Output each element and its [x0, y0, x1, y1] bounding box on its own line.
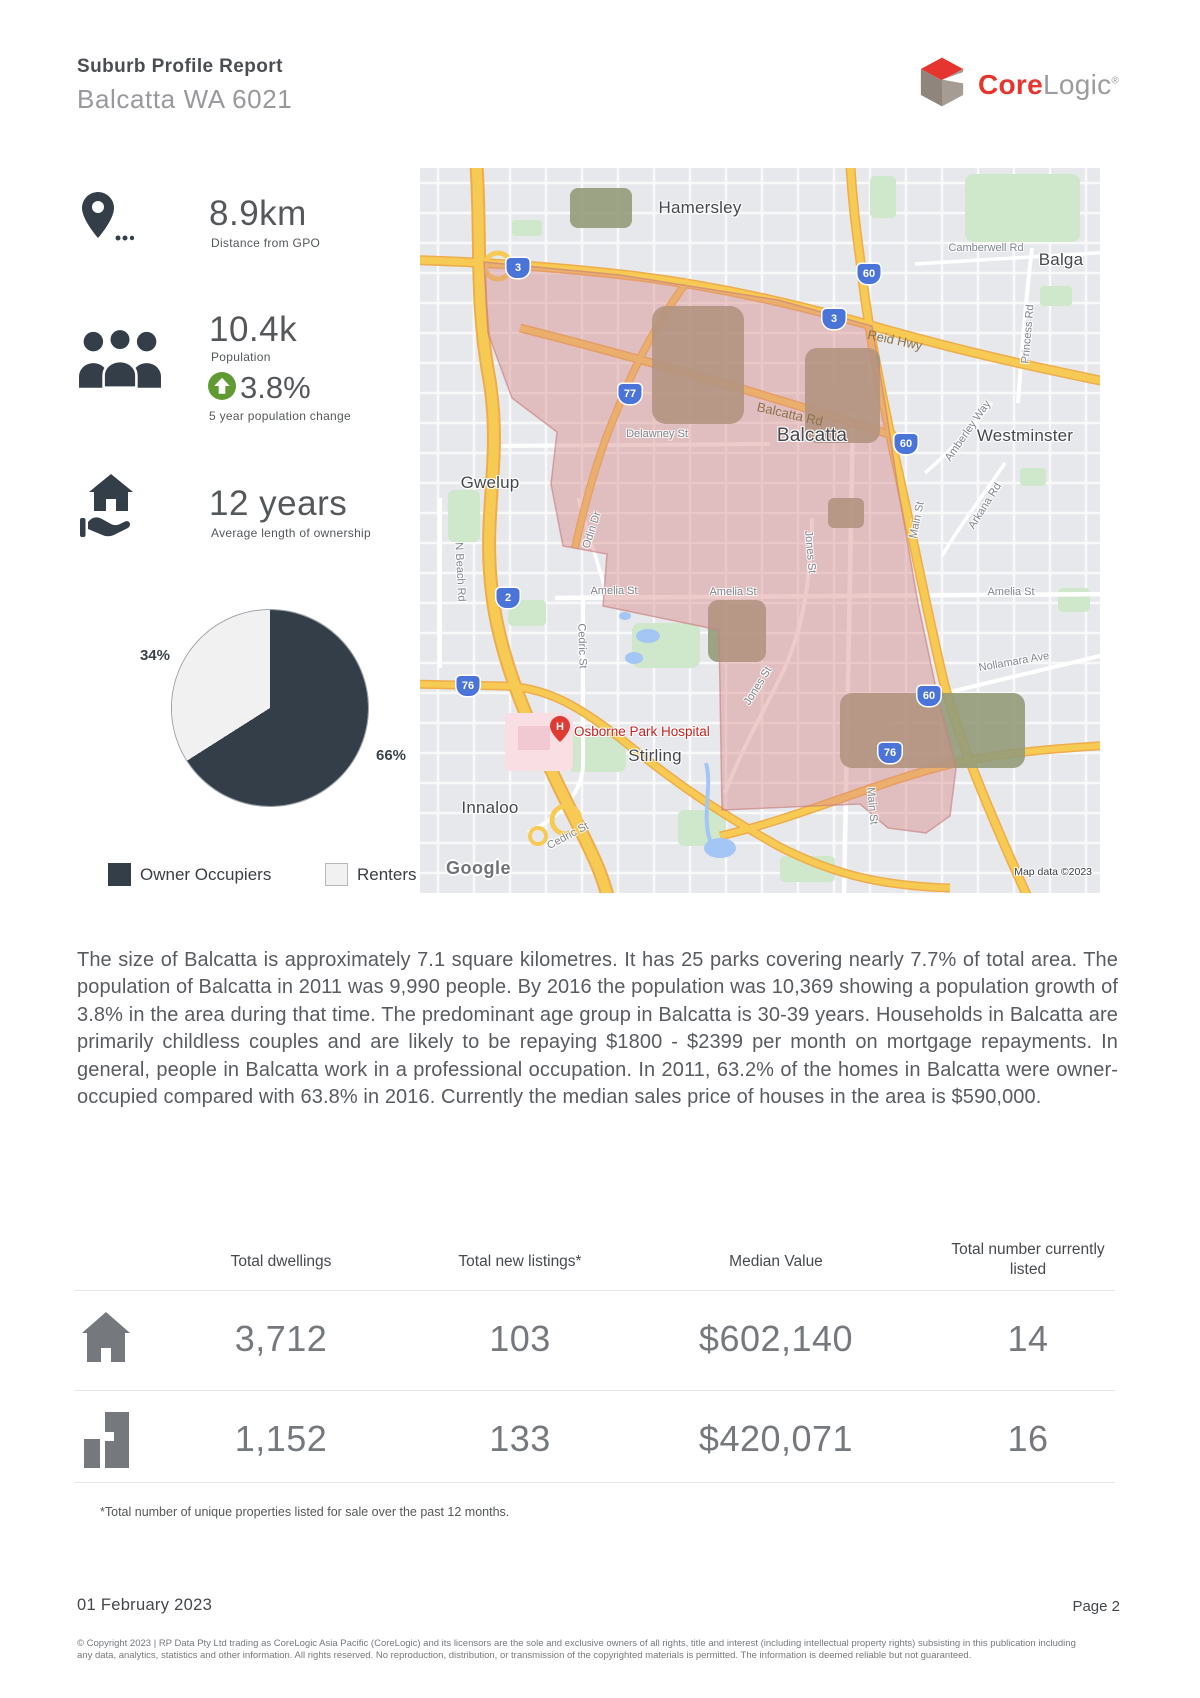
houses-new-listings: 103	[489, 1318, 551, 1359]
col-header-median-value: Median Value	[729, 1253, 823, 1270]
pie-chart	[172, 610, 368, 806]
route-shield: 60	[918, 686, 941, 706]
route-shield: 2	[497, 588, 520, 608]
street-label: Cedric St	[575, 623, 589, 669]
route-shield: 76	[457, 676, 480, 696]
street-label: Amelia St	[987, 586, 1035, 598]
street-label: Balcatta Rd	[755, 399, 825, 429]
col-header-total-dwellings: Total dwellings	[230, 1253, 332, 1270]
houses-currently-listed: 14	[1007, 1318, 1049, 1359]
owner-occupiers-label: Owner Occupiers	[140, 864, 272, 884]
location-pin-icon	[82, 192, 134, 249]
street-label: Delawney St	[626, 428, 688, 440]
street-label: Reid Hwy	[866, 326, 924, 354]
route-shield: 60	[895, 434, 918, 454]
distance-label: Distance from GPO	[211, 236, 321, 250]
pie-label-renters: 34%	[139, 647, 170, 664]
houses-total-dwellings: 3,712	[234, 1318, 328, 1359]
hospital-name: Osborne Park Hospital	[574, 724, 710, 739]
legend-owner-occupiers	[108, 863, 271, 886]
street-label: Jones St	[802, 530, 818, 574]
people-icon	[78, 328, 162, 393]
house-icon	[82, 1312, 130, 1367]
locality-label: Westminster	[976, 426, 1074, 445]
street-label: Amberley Way	[942, 398, 994, 464]
growth-up-arrow-icon	[208, 372, 236, 405]
route-shield: 77	[619, 384, 642, 404]
street-label: Camberwell Rd	[948, 242, 1024, 254]
population-value: 10.4k	[209, 310, 298, 349]
renters-swatch	[325, 863, 348, 886]
report-title: Suburb Profile Report	[77, 56, 283, 77]
street-label: Main St	[907, 500, 927, 540]
locality-label: Balga	[1038, 250, 1084, 269]
locality-label: Gwelup	[460, 473, 520, 492]
svg-text:H: H	[556, 721, 564, 733]
map-label-layer	[420, 168, 1100, 893]
street-label: Nollamara Ave	[977, 649, 1051, 675]
footer-date: 01 February 2023	[77, 1596, 213, 1614]
col-header-currently-listed: Total number currently listed	[951, 1241, 1105, 1278]
street-label: Amelia St	[590, 585, 638, 597]
street-label: N Beach Rd	[452, 542, 468, 602]
population-change-label: 5 year population change	[209, 409, 351, 423]
route-shield: 3	[823, 309, 846, 329]
copyright-text: © Copyright 2023 | RP Data Pty Ltd trading as CoreLogic Asia Pacific (CoreLogic) and its licensors are the sole and exclusive owners of all rights, title and interest (including intellectual property rights) subsisting in this publication including any data, analytics, statistics and other information. All rights reserved. No reproduction, distribution, or transmission of the copyrighted materials is permitted. The information is deemed reliable but not guaranteed.	[77, 1638, 1076, 1661]
units-new-listings: 133	[489, 1418, 551, 1459]
street-label: Amelia St	[709, 586, 757, 598]
corelogic-cube-icon	[916, 52, 968, 117]
population-change	[208, 370, 311, 406]
google-logo: Google	[446, 858, 511, 878]
suburb-description: The size of Balcatta is approximately 7.1 square kilometres. It has 25 parks covering nearly 7.7% of total area. The population of Balcatta in 2011 was 9,990 people. By 2016 the population was 10,369 showing a population growth of 3.8% in the area during that time. The predominant age group in Balcatta is 30-39 years. Households in Balcatta are primarily childless couples and are likely to be repaying $1800 - $2399 per month on mortgage repayments. In general, people in Balcatta work in a professional occupation. In 2011, 63.2% of the homes in Balcatta were owner-occupied compared with 63.8% in 2016. Currently the median sales price of houses in the area is $590,000.	[77, 949, 1118, 1109]
table-divider	[75, 1390, 1115, 1391]
table-divider	[75, 1290, 1115, 1291]
street-label: Cedric St	[545, 820, 591, 852]
ownership-label: Average length of ownership	[211, 526, 371, 540]
ownership-value: 12 years	[209, 484, 348, 523]
locality-label: Innaloo	[461, 798, 519, 817]
units-icon	[84, 1412, 130, 1473]
locality-label: Stirling	[628, 746, 682, 765]
corelogic-wordmark: CoreLogic®	[978, 68, 1120, 100]
legend-renters	[325, 863, 417, 886]
footer-page-number: Page 2	[1072, 1598, 1120, 1615]
renters-label: Renters	[357, 864, 417, 884]
house-hand-icon	[80, 474, 136, 545]
suburb-title: Balcatta WA 6021	[77, 84, 293, 114]
locality-label: Hamersley	[658, 198, 742, 217]
route-shield: 76	[879, 743, 902, 763]
route-shield: 3	[507, 258, 530, 278]
owner-occupiers-swatch	[108, 863, 131, 886]
corelogic-logo	[916, 52, 1119, 117]
units-total-dwellings: 1,152	[234, 1418, 328, 1459]
street-label: Arkana Rd	[966, 480, 1004, 532]
street-label: Princess Rd	[1019, 303, 1037, 365]
table-divider	[75, 1482, 1115, 1483]
pie-label-owners: 66%	[376, 747, 407, 764]
population-label: Population	[211, 350, 271, 364]
locality-label: Balcatta	[776, 425, 848, 446]
distance-value: 8.9km	[209, 194, 307, 233]
table-footnote: *Total number of unique properties listed for sale over the past 12 months.	[100, 1505, 510, 1519]
hospital-pin-icon	[550, 716, 570, 747]
units-currently-listed: 16	[1007, 1418, 1049, 1459]
units-median-value: $420,071	[698, 1418, 854, 1459]
map-attribution: Map data ©2023	[1014, 866, 1092, 878]
hospital-marker	[550, 716, 710, 747]
houses-median-value: $602,140	[698, 1318, 854, 1359]
col-header-total-new-listings: Total new listings*	[458, 1253, 582, 1270]
route-shield: 60	[858, 264, 881, 284]
street-label: Main St	[864, 786, 880, 826]
suburb-map	[420, 168, 1100, 893]
street-label: Odin Dr	[580, 510, 604, 550]
population-change-value: 3.8%	[240, 370, 311, 405]
street-label: Jones St	[741, 664, 775, 708]
